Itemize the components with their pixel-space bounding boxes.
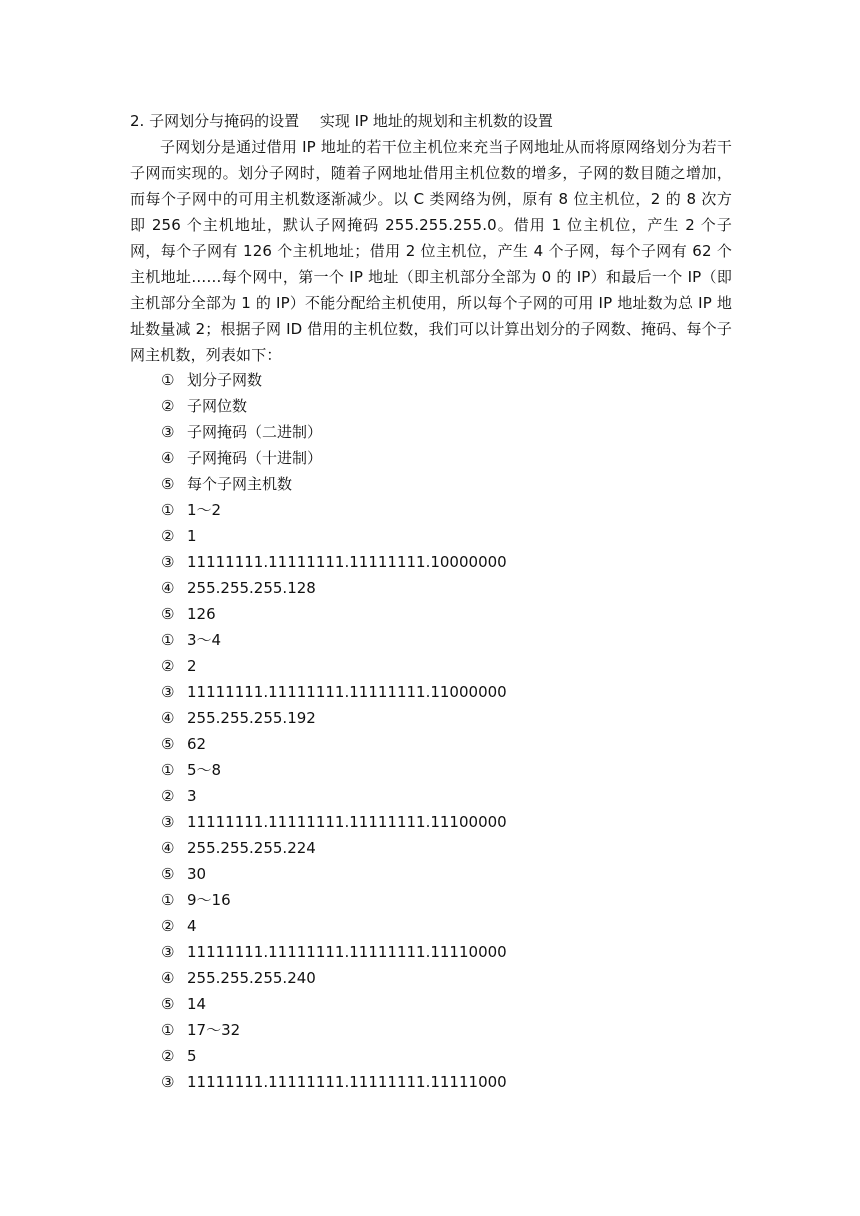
- list-item-marker: ②: [161, 397, 175, 415]
- list-item-marker: ③: [161, 683, 175, 701]
- list-item: [161, 601, 507, 627]
- section-title: 子网划分与掩码的设置: [149, 112, 300, 130]
- list-item-text: 2: [187, 657, 197, 675]
- list-item-text: 255.255.255.240: [187, 969, 316, 987]
- list-item-text: 30: [187, 865, 207, 883]
- list-item-text: 子网位数: [187, 397, 248, 415]
- list-item-marker: ④: [161, 969, 175, 987]
- list-item-text: 划分子网数: [187, 371, 263, 389]
- list-item: [161, 1017, 507, 1043]
- list-item-marker: ①: [161, 1021, 175, 1039]
- list-item: [161, 393, 507, 419]
- list-item: [161, 705, 507, 731]
- list-item-text: 17～32: [187, 1021, 241, 1039]
- list-item-text: 255.255.255.224: [187, 839, 316, 857]
- list-item: [161, 731, 507, 757]
- list-item-text: 子网掩码（十进制）: [187, 449, 323, 467]
- list-item: [161, 419, 507, 445]
- list-item: [161, 757, 507, 783]
- list-item: [161, 783, 507, 809]
- list-item: [161, 471, 507, 497]
- subnet-list: [161, 367, 507, 1095]
- list-item-marker: ①: [161, 631, 175, 649]
- list-item: [161, 1069, 507, 1095]
- list-item-marker: ①: [161, 371, 175, 389]
- section-heading: [130, 108, 730, 134]
- list-item-marker: ④: [161, 839, 175, 857]
- list-item: [161, 549, 507, 575]
- list-item-marker: ⑤: [161, 475, 175, 493]
- list-item: [161, 835, 507, 861]
- list-item-marker: ②: [161, 787, 175, 805]
- list-item-text: 5: [187, 1047, 197, 1065]
- list-item-marker: ②: [161, 527, 175, 545]
- list-item-marker: ②: [161, 917, 175, 935]
- list-item-marker: ③: [161, 423, 175, 441]
- list-item-marker: ④: [161, 449, 175, 467]
- list-item: [161, 653, 507, 679]
- list-item-text: 255.255.255.128: [187, 579, 316, 597]
- list-item-text: 11111111.11111111.11111111.10000000: [187, 553, 507, 571]
- list-item-text: 62: [187, 735, 207, 753]
- list-item-text: 14: [187, 995, 207, 1013]
- list-item: [161, 445, 507, 471]
- list-item-marker: ①: [161, 761, 175, 779]
- list-item: [161, 991, 507, 1017]
- list-item-marker: ①: [161, 501, 175, 519]
- list-item: [161, 809, 507, 835]
- list-item-marker: ④: [161, 579, 175, 597]
- list-item-text: 9～16: [187, 891, 231, 909]
- list-item-text: 3～4: [187, 631, 222, 649]
- list-item-marker: ③: [161, 813, 175, 831]
- list-item-marker: ⑤: [161, 865, 175, 883]
- list-item: [161, 887, 507, 913]
- list-item-marker: ②: [161, 657, 175, 675]
- list-item-text: 3: [187, 787, 197, 805]
- list-item-marker: ①: [161, 891, 175, 909]
- list-item-text: 11111111.11111111.11111111.11000000: [187, 683, 507, 701]
- list-item-text: 每个子网主机数: [187, 475, 293, 493]
- list-item-text: 11111111.11111111.11111111.11111000: [187, 1073, 507, 1091]
- list-item: [161, 523, 507, 549]
- list-item: [161, 627, 507, 653]
- list-item-marker: ③: [161, 1073, 175, 1091]
- list-item-marker: ③: [161, 553, 175, 571]
- list-item: [161, 913, 507, 939]
- list-item-text: 1: [187, 527, 197, 545]
- list-item-marker: ⑤: [161, 605, 175, 623]
- list-item: [161, 575, 507, 601]
- section-number: 2.: [130, 112, 145, 130]
- list-item-marker: ②: [161, 1047, 175, 1065]
- list-item: [161, 497, 507, 523]
- list-item: [161, 679, 507, 705]
- list-item-text: 5～8: [187, 761, 222, 779]
- list-item: [161, 939, 507, 965]
- list-item-text: 255.255.255.192: [187, 709, 316, 727]
- body-paragraph: 子网划分是通过借用 IP 地址的若干位主机位来充当子网地址从而将原网络划分为若干子网而实现的。划分子网时，随着子网地址借用主机位数的增多，子网的数目随之增加，而每个子网中的可用主机数逐渐减少。以 C 类网络为例，原有 8 位主机位，2 的 8 次方即 256 个主机地址，默认子网掩码 255.255.255.0。借用 1 位主机位，产生 2 个子网，每个子网有 126 个主机地址；借用 2 位主机位，产生 4 个子网，每个子网有 62 个主机地址……每个网中，第一个 IP 地址（即主机部分全部为 0 的 IP）和最后一个 IP（即主机部分全部为 1 的 IP）不能分配给主机使用，所以每个子网的可用 IP 地址数为总 IP 地址数量减 2；根据子网 ID 借用的主机位数，我们可以计算出划分的子网数、掩码、每个子网主机数，列表如下：: [130, 138, 732, 364]
- list-item-text: 11111111.11111111.11111111.11110000: [187, 943, 507, 961]
- list-item-text: 11111111.11111111.11111111.11100000: [187, 813, 507, 831]
- list-item: [161, 861, 507, 887]
- list-item-marker: ④: [161, 709, 175, 727]
- list-item-text: 子网掩码（二进制）: [187, 423, 323, 441]
- list-item-text: 1～2: [187, 501, 222, 519]
- list-item-marker: ⑤: [161, 995, 175, 1013]
- section-subtitle: 实现 IP 地址的规划和主机数的设置: [319, 112, 553, 130]
- list-item: [161, 1043, 507, 1069]
- list-item: [161, 965, 507, 991]
- list-item-text: 4: [187, 917, 197, 935]
- list-item-text: 126: [187, 605, 216, 623]
- list-item: [161, 367, 507, 393]
- list-item-marker: ⑤: [161, 735, 175, 753]
- list-item-marker: ③: [161, 943, 175, 961]
